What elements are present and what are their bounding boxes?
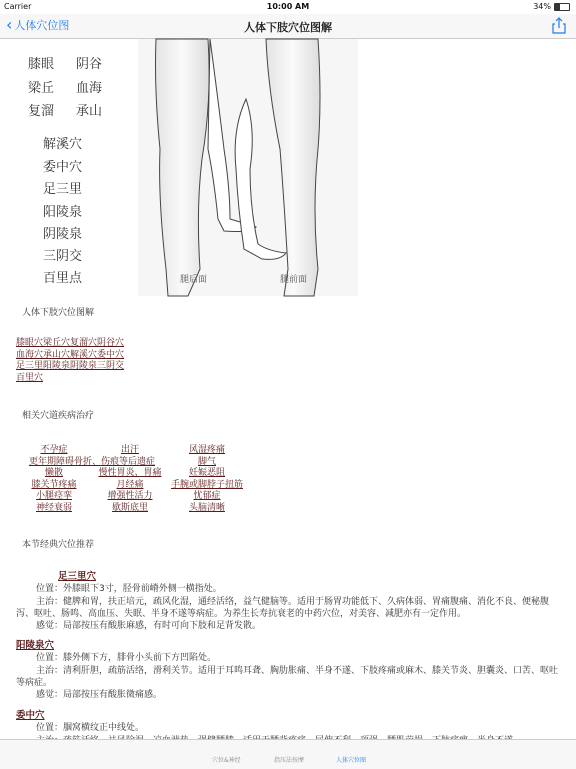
disease-link[interactable]: 月经痛 [116, 479, 144, 490]
figure-label: 阴陵泉 [43, 227, 83, 242]
figure-label: 解溪穴 [43, 137, 83, 152]
figure-label: 阳陵泉 [43, 205, 83, 220]
figure-label: 梁丘 [28, 81, 55, 96]
disease-link[interactable]: 脚气 [197, 456, 216, 467]
figure-label: 三阴交 [43, 249, 83, 264]
disease-link[interactable]: 歇斯底里 [111, 502, 148, 513]
article-scroll-view[interactable] [0, 39, 576, 739]
acupoint-name-link[interactable]: 阳陵泉穴 [16, 640, 55, 651]
lower-limb-acupoint-figure [18, 39, 358, 296]
acupoint-link[interactable]: 百里穴 [16, 372, 44, 383]
figure-caption-back: 腿后面 [180, 275, 208, 285]
disease-link[interactable]: 风湿疼痛 [188, 445, 225, 455]
acupoint-feeling: 感觉：局部按压有酸胀微痛感。 [36, 690, 163, 701]
chevron-left-icon: ‹ [6, 15, 13, 34]
tab-bar [0, 739, 576, 769]
battery-percent: 34% [533, 2, 551, 11]
status-bar [0, 0, 576, 14]
disease-link[interactable]: 增强性活力 [107, 491, 153, 501]
figure-label: 承山 [76, 104, 103, 119]
section-heading-diseases: 相关穴道疾病治疗 [22, 411, 95, 421]
section-heading-recommended: 本节经典穴位推荐 [22, 540, 95, 550]
battery-icon [554, 3, 570, 11]
acupoint-treatment: 主治：清利肝胆，疏筋活络，滑利关节。适用于耳鸣耳聋、胸肋胀痛、半身不遂、下肢疼痛或麻木、膝关节炎、胆囊炎、口苦、呕吐等病症。 [16, 665, 559, 688]
acupoint-link-list [16, 338, 124, 384]
disease-link[interactable]: 慢性胃炎、胃痛 [98, 468, 162, 478]
acupoint-feeling: 感觉：局部按压有酸胀麻感，有时可向下肢和足背发散。 [36, 621, 262, 632]
tab-acupressure-massage[interactable]: 指压法按摩 [274, 757, 305, 764]
navigation-bar [0, 14, 576, 39]
back-button-label: 人体穴位图 [14, 19, 70, 32]
disease-link[interactable]: 忧郁症 [193, 491, 221, 501]
disease-link[interactable]: 懒散 [44, 468, 63, 478]
tab-acupoints-nerves[interactable]: 穴位&神经 [212, 757, 241, 764]
disease-link[interactable]: 膝关节疼痛 [31, 479, 77, 490]
disease-link[interactable]: 神经衰弱 [35, 502, 72, 513]
figure-label-column-left [28, 56, 102, 286]
acupoint-treatment: 主治：健脾和胃，扶正培元，疏风化湿，通经活络，益气健脑等。适用于肠胃功能低下、久病体弱、胃痛腹痛、消化不良、便秘腹泻、呕吐、肠鸣、高血压、失眠、半身不遂等病症。为养生长寿抗衰老的中药穴位，对美容、减肥亦有一定作用。 [16, 596, 550, 619]
figure-label: 百里点 [43, 271, 83, 286]
acupoint-link[interactable]: 膝眼穴梁丘穴复溜穴阴谷穴 [16, 338, 125, 348]
acupoint-location: 位置：外膝眼下3寸，胫骨前嵴外侧一横指处。 [36, 584, 222, 595]
figure-label: 复溜 [28, 104, 55, 119]
disease-link[interactable]: 小腿痉挛 [35, 491, 72, 501]
acupoint-link[interactable]: 血海穴承山穴解溪穴委中穴 [16, 349, 125, 360]
status-time: 10:00 AM [266, 2, 310, 11]
carrier-label: Carrier [4, 2, 32, 11]
figure-label: 足三里 [43, 182, 83, 197]
acupoint-location: 位置：腘窝横纹正中线处。 [36, 723, 145, 734]
disease-link-grid [16, 445, 246, 514]
disease-link[interactable]: 头脑清晰 [188, 502, 225, 513]
disease-link[interactable]: 妊娠恶阻 [188, 468, 225, 478]
acupoint-location: 位置：膝外侧下方，腓骨小头前下方凹陷处。 [36, 653, 217, 664]
acupoint-name-link[interactable]: 委中穴 [16, 710, 45, 721]
acupoint-link[interactable]: 足三里阳陵泉阴陵泉三阴交 [16, 361, 125, 371]
battery-indicator [533, 2, 570, 11]
acupoint-entry-zusanli [16, 571, 564, 632]
acupoint-entry-yanglingquan [16, 640, 564, 701]
disease-link[interactable]: 不孕症 [40, 445, 68, 455]
disease-link[interactable]: 出汗 [120, 445, 139, 455]
disease-link[interactable]: 更年期障碍骨折、伤痕等后遗症 [28, 456, 155, 467]
page-title: 人体下肢穴位图解 [244, 21, 332, 34]
section-heading-diagram: 人体下肢穴位图解 [22, 308, 95, 318]
figure-label: 血海 [76, 81, 103, 96]
figure-label: 委中穴 [43, 160, 83, 175]
share-icon[interactable] [550, 17, 568, 35]
tab-body-acupoint-map[interactable]: 人体穴位图 [336, 757, 367, 764]
acupoint-name-link[interactable]: 足三里穴 [58, 571, 97, 582]
disease-link[interactable]: 手腕或脚脖子扭筋 [170, 479, 243, 490]
figure-label: 膝眼 [28, 57, 55, 72]
figure-label: 阴谷 [76, 57, 103, 72]
figure-caption-front: 腿前面 [280, 275, 308, 285]
